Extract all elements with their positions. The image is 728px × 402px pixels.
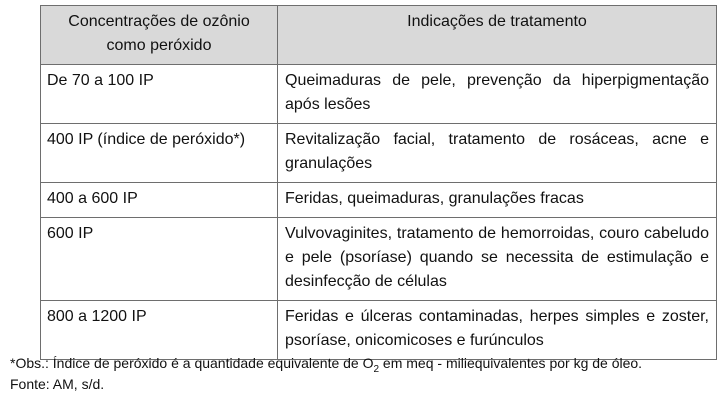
footnote-text-end: em meq - miliequivalentes por kg de óleo. [379, 355, 643, 371]
table-row [41, 301, 717, 360]
concentration-cell: 400 IP (índice de peróxido*) [41, 124, 278, 183]
footnote-subscript: 2 [373, 363, 380, 375]
ozone-treatment-table [40, 5, 717, 360]
table-row [41, 183, 717, 218]
footnote-text: *Obs.: Índice de peróxido é a quantidade equivalente de O [10, 355, 374, 371]
source-citation: Fonte: AM, s/d. [10, 376, 105, 392]
table-row [41, 124, 717, 183]
indications-cell: Revitalização facial, tratamento de rosáceas, acne e granulações [278, 124, 717, 183]
header-concentration: Concentrações de ozônio como peróxido [41, 6, 278, 65]
concentration-cell: De 70 a 100 IP [41, 65, 278, 124]
indications-cell: Queimaduras de pele, prevenção da hiperpigmentação após lesões [278, 65, 717, 124]
footnote [10, 354, 643, 375]
indications-cell: Vulvovaginites, tratamento de hemorroidas, couro cabeludo e pele (psoríase) quando se necessita de estimulação e desinfecção de células [278, 218, 717, 301]
concentration-cell: 600 IP [41, 218, 278, 301]
header-indications: Indicações de tratamento [278, 6, 717, 65]
concentration-cell: 800 a 1200 IP [41, 301, 278, 360]
table-body [41, 65, 717, 360]
concentration-cell: 400 a 600 IP [41, 183, 278, 218]
table-row [41, 65, 717, 124]
header-row [41, 6, 717, 65]
indications-cell: Feridas e úlceras contaminadas, herpes simples e zoster, psoríase, onicomicoses e furúnculos [278, 301, 717, 360]
indications-cell: Feridas, queimaduras, granulações fracas [278, 183, 717, 218]
table-header [41, 6, 717, 65]
table-row [41, 218, 717, 301]
